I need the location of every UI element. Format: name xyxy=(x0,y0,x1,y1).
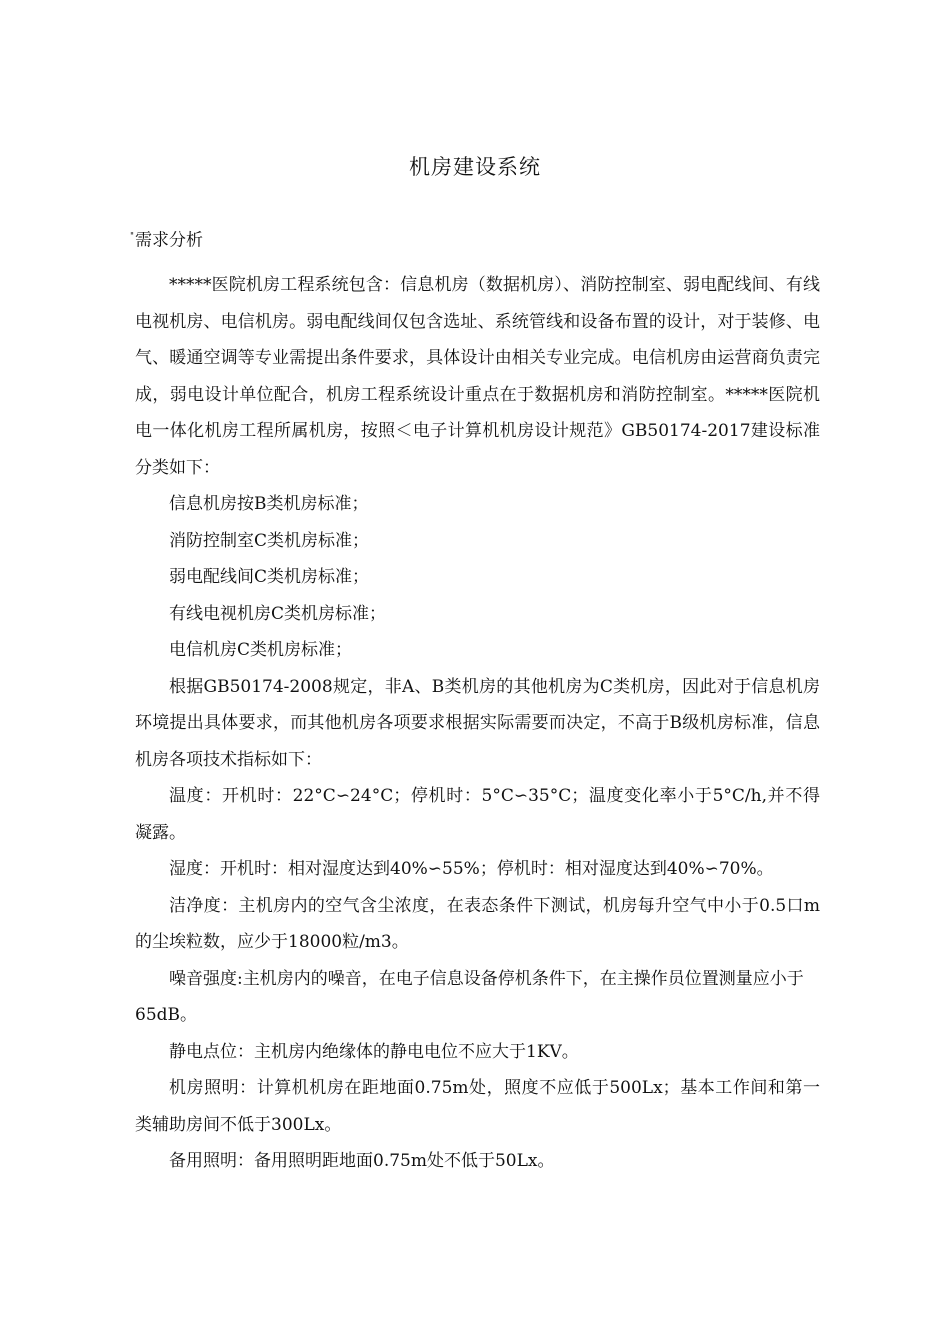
paragraph-static: 静电点位：主机房内绝缘体的静电电位不应大于1KV。 xyxy=(169,1041,579,1062)
paragraph-backup-lighting: 备用照明：备用照明距地面0.75m处不低于50Lx。 xyxy=(169,1151,555,1171)
paragraph-noise: 噪音强度:主机房内的噪音，在电子信息设备停机条件下，在主操作员位置测量应小于65dB。 xyxy=(135,968,804,1025)
section-mark: '' xyxy=(130,232,133,242)
section-heading xyxy=(130,222,203,256)
paragraph-standard-weak-current: 弱电配线间C类机房标准； xyxy=(169,567,370,587)
paragraph-standard-cable-tv: 有线电视机房C类机房标准； xyxy=(169,603,387,624)
paragraph-intro: *****医院机房工程系统包含：信息机房（数据机房）、消防控制室、弱电配线间、有线电视机房、电信机房。弱电配线间仅包含选址、系统管线和设备布置的设计，对于装修、电气、暖通空调等专业需提出条件要求，具体设计由相关专业完成。电信机房由运营商负责完成，弱电设计单位配合，机房工程系统设计重点在于数据机房和消防控制室。*****医院机电一体化机房工程所属机房，按照＜电子计算机机房设计规范》GB50174-2017建设标准分类如下： xyxy=(135,275,820,478)
paragraph-regulation: 根据GB50174-2008规定，非A、B类机房的其他机房为C类机房，因此对于信息机房环境提出具体要求，而其他机房各项要求根据实际需要而决定，不高于B级机房标准，信息机房各项技术指标如下： xyxy=(135,676,820,770)
paragraph-standard-info-room: 信息机房按B类机房标准； xyxy=(169,494,369,514)
paragraph-humidity: 湿度：开机时：相对湿度达到40%∽55%；停机时：相对湿度达到40%∽70%。 xyxy=(169,859,774,879)
section-heading-text: 需求分析 xyxy=(134,230,203,251)
paragraph-standard-telecom: 电信机房C类机房标准； xyxy=(169,640,353,660)
paragraph-lighting: 机房照明：计算机机房在距地面0.75m处，照度不应低于500Lx；基本工作间和第一类辅助房间不低于300Lx。 xyxy=(135,1078,820,1135)
paragraph-cleanliness: 洁净度：主机房内的空气含尘浓度，在表态条件下测试，机房每升空气中小于0.5口m的尘埃粒数，应少于18000粒/m3。 xyxy=(135,895,820,952)
paragraph-temperature: 温度：开机时：22°C∽24°C；停机时：5°C∽35°C；温度变化率小于5°C/h,并不得凝露。 xyxy=(135,786,820,843)
document-body xyxy=(135,267,820,1180)
document-title: 机房建设系统 xyxy=(409,155,541,179)
paragraph-standard-fire-control: 消防控制室C类机房标准； xyxy=(169,530,370,551)
